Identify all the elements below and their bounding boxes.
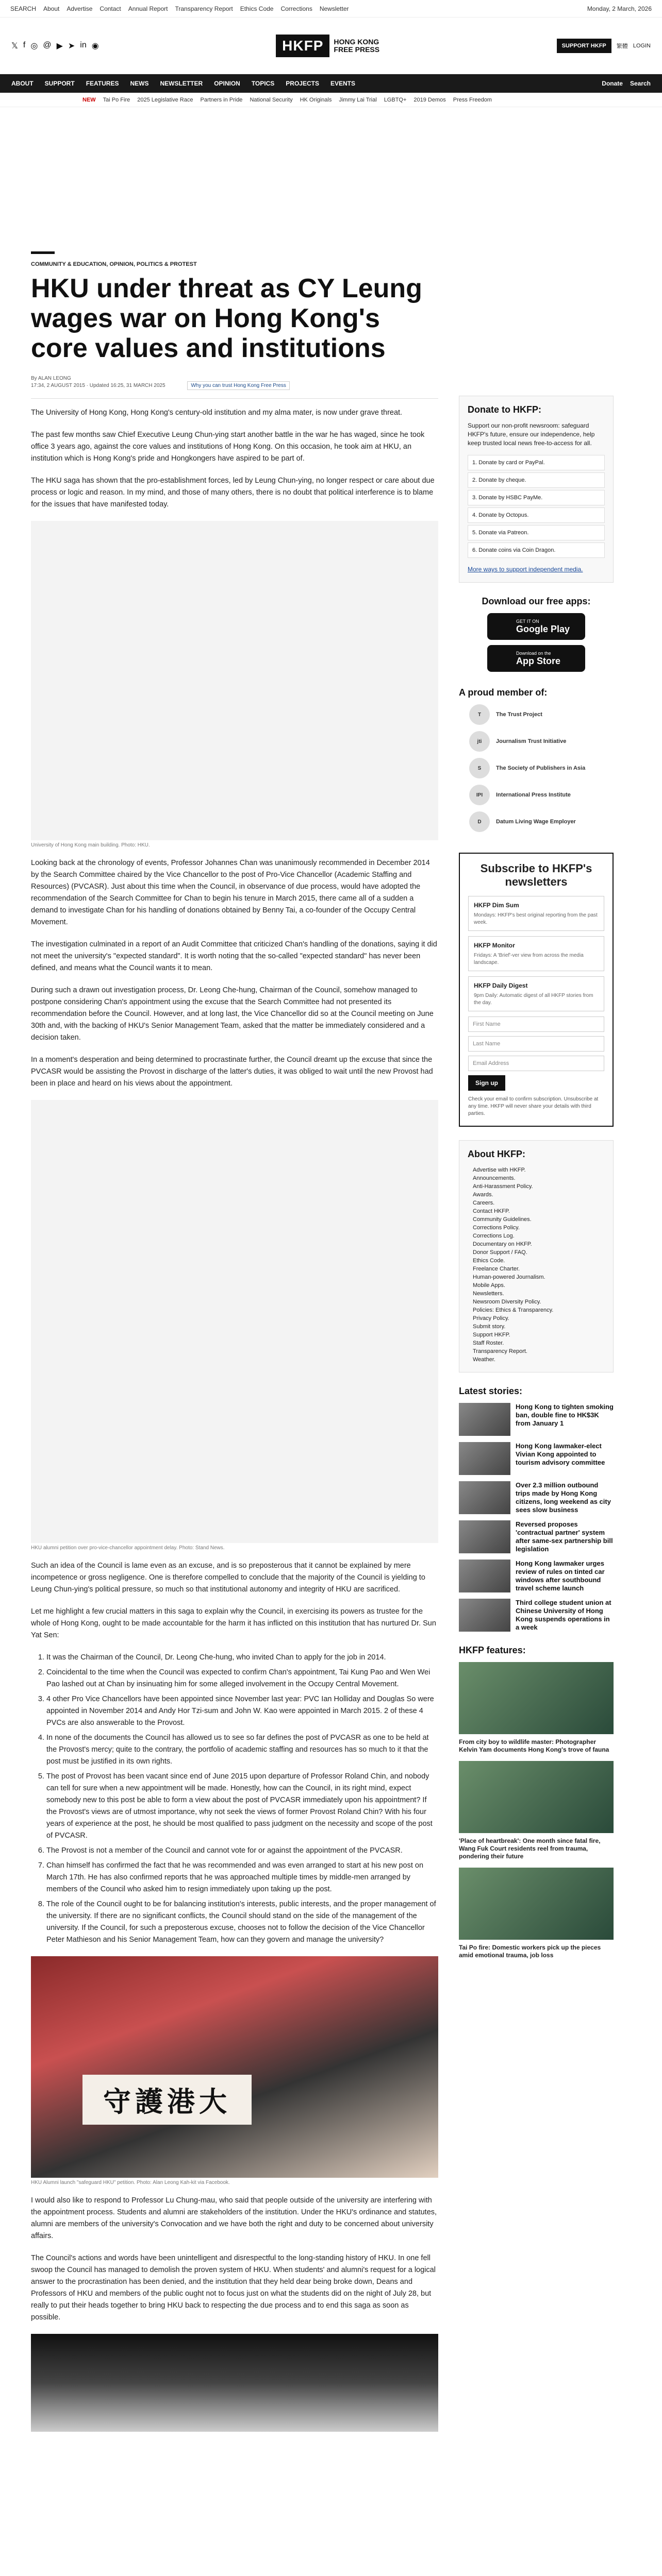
member-logo[interactable]: S The Society of Publishers in Asia — [469, 758, 614, 778]
author[interactable]: By ALAN LEONG — [31, 376, 71, 381]
ethics-link[interactable]: Ethics Code — [240, 5, 274, 12]
telegram-icon[interactable]: ➤ — [68, 41, 75, 50]
about-link[interactable]: Corrections Policy. — [473, 1225, 520, 1231]
about-link[interactable]: Donor Support / FAQ. — [473, 1249, 527, 1256]
features-title: HKFP features: — [459, 1645, 526, 1655]
apps-title: Download our free apps: — [482, 596, 591, 606]
ticker-item[interactable]: Jimmy Lai Trial — [339, 96, 377, 103]
nav-events[interactable]: EVENTS — [330, 80, 355, 87]
trust-badge[interactable]: Why you can trust Hong Kong Free Press — [187, 381, 290, 390]
about-link[interactable]: Human-powered Journalism. — [473, 1274, 545, 1280]
support-button[interactable]: SUPPORT HKFP — [557, 39, 611, 53]
story-thumbnail — [459, 1442, 510, 1475]
login-link[interactable]: LOGIN — [633, 42, 651, 49]
about-link[interactable]: Freelance Charter. — [473, 1266, 520, 1272]
paragraph: The HKU saga has shown that the pro-establishment forces, led by Leung Chun-ying, no longer respect or care about due process or logic and reason. In my mind, and those of many others, there is no doubt that political interference is to blame for the issues that have manifested today. — [31, 477, 435, 509]
newsletter-link[interactable]: Newsletter — [319, 5, 349, 12]
youtube-icon[interactable]: ▶ — [56, 41, 63, 50]
paragraph: The investigation culminated in a report of an Audit Committee that criticized Chan's handling of the donations, saying it did not meet the university's "expected standard". It is worth noting that the so-called "expected standard" has never been defined, and means what the Council wants it to mean. — [31, 940, 437, 972]
sidebar — [459, 396, 614, 1967]
about-link[interactable]: Weather. — [473, 1357, 495, 1363]
sopa-icon: S — [469, 758, 490, 778]
ticker-item[interactable]: Partners in Pride — [200, 96, 243, 103]
language-toggle[interactable]: 繁體 — [616, 43, 628, 49]
latest-story[interactable]: Third college student union at Chinese University of Hong Kong suspends operations in a week — [459, 1599, 614, 1632]
newsletter-option[interactable]: HKFP Daily Digest 9pm Daily: Automatic digest of all HKFP stories from the day. — [468, 976, 604, 1011]
member-logo[interactable]: T The Trust Project — [469, 704, 614, 725]
x-icon[interactable]: 𝕏 — [11, 41, 18, 50]
numbered-list — [46, 1652, 438, 1946]
photo-caption: University of Hong Kong main building. Photo: HKU. — [31, 842, 150, 848]
paragraph: The University of Hong Kong, Hong Kong's century-old institution and my alma mater, is now under grave threat. — [31, 409, 403, 417]
ticker-item[interactable]: Tai Po Fire — [103, 96, 130, 103]
photo-caption: HKU alumni petition over pro-vice-chancellor appointment delay. Photo: Stand News. — [31, 1545, 225, 1551]
nav-features[interactable]: FEATURES — [86, 80, 119, 87]
newsletter-box — [459, 853, 614, 1127]
article — [31, 251, 438, 2440]
list-item: 5. The post of Provost has been vacant since end of June 2015 upon departure of Professor Roland Chin, and nobody can tell for sure when a new appointment will be made. Honestly, how can the Council, in its right mind, expect somebody new to this post be able to form a view about the post of PVCASR immediately upon his appointment? If the Provost's views are of utmost importance, why not seek the views of former Provost Roland Chin? With his four years of experience at the post, he should be most qualified to pass judgment on the necessity and scope of the post of PVCASR. — [46, 1771, 438, 1842]
linkedin-icon[interactable]: in — [80, 40, 87, 49]
paragraph: In a moment's desperation and being determined to procrastinate further, the Council dreamt up the excuse that since the PVCASR would be assisting the Provost in discharge of the latter's duties, it was obliged to wait until the new Provost had been in place and heard on his views about the appointment. — [31, 1056, 433, 1088]
nav-projects[interactable]: PROJECTS — [286, 80, 319, 87]
latest-story[interactable]: Over 2.3 million outbound trips made by Hong Kong citizens, long weekend as city sees slow business — [459, 1481, 614, 1514]
newsletter-option[interactable]: HKFP Dim Sum Mondays: HKFP's best original reporting from the past week. — [468, 896, 604, 931]
feature-image[interactable] — [459, 1662, 614, 1734]
alumni-banner-photo — [31, 1956, 438, 2178]
nav-donate[interactable]: Donate — [602, 80, 623, 87]
nav-news[interactable]: NEWS — [130, 80, 149, 87]
nav-about[interactable]: ABOUT — [11, 80, 34, 87]
annual-report-link[interactable]: Annual Report — [128, 5, 168, 12]
feature-title[interactable]: 'Place of heartbreak': One month since fatal fire, Wang Fuk Court residents reel from trauma, pondering their future — [459, 1837, 601, 1860]
latest-title: Latest stories: — [459, 1386, 523, 1396]
story-thumbnail — [459, 1520, 510, 1553]
app-store-button[interactable]: Download on the App Store — [487, 645, 585, 672]
member-logo[interactable]: D Datum Living Wage Employer — [469, 811, 614, 832]
about-link[interactable]: Announcements. — [473, 1175, 516, 1181]
ipi-icon: IPI — [469, 785, 490, 805]
site-header — [0, 18, 662, 74]
story-thumbnail — [459, 1599, 510, 1632]
nav-support[interactable]: SUPPORT — [44, 80, 75, 87]
about-link[interactable]: Advertise with HKFP. — [473, 1167, 526, 1173]
about-link[interactable]: Contact HKFP. — [473, 1208, 510, 1214]
article-title: HKU under threat as CY Leung wages war on Hong Kong's core values and institutions — [31, 274, 422, 363]
petition-photo — [31, 1100, 438, 1543]
paragraph: The past few months saw Chief Executive Leung Chun-ying start another battle in the war he has waged, since he took office 3 years ago, against the core values and institutions of Hong Kong. On this occasion, he took aim at HKU, an institution which is Hong Kong's pride and Hongkongers have aspired to be part of. — [31, 431, 425, 463]
trust-project-icon: T — [469, 704, 490, 725]
paragraph: Looking back at the chronology of events, Professor Johannes Chan was unanimously recommended in December 2014 by the Search Committee chaired by the Vice Chancellor to the post of Pro-Vice Chancellor (Academic Staffing and Resources) (PVCASR). Just about this time when the Council, in observance of due process, would have adopted the recommendation of the Search Committee for Chan to begin his tenure in March 2015, there came all of a sudden a demand to investigate Chan for his handling of donations obtained by Benny Tai, a co-founder of the Occupy Central Movement. — [31, 859, 430, 926]
story-thumbnail — [459, 1560, 510, 1592]
more-ways-link[interactable]: More ways to support independent media. — [468, 566, 583, 573]
about-link[interactable]: Anti-Harassment Policy. — [473, 1183, 533, 1190]
transparency-link[interactable]: Transparency Report — [175, 5, 233, 12]
newsletter-title: Subscribe to HKFP's newsletters — [480, 862, 592, 888]
signup-button[interactable]: Sign up — [468, 1075, 505, 1091]
rss-icon[interactable]: ◉ — [91, 41, 99, 50]
donate-box — [459, 396, 614, 583]
ticker-item[interactable]: National Security — [250, 96, 293, 103]
about-link[interactable]: Newsletters. — [473, 1291, 504, 1297]
paragraph: Let me highlight a few crucial matters in this saga to explain why the Council, in exercising its powers as trustee for the whole of Hong Kong, ought to be made accountable for the harm it has inflicted on this institution that has nurtured Dr. Sun Yat Sen: — [31, 1607, 436, 1639]
list-item: 7. Chan himself has confirmed the fact that he was recommended and was even arranged to start at his new post on March 17th. He has also confirmed reports that he was approached multiple times by middle-men arranged by members of the Council who asked him to resign immediately upon taking up the post. — [46, 1860, 438, 1895]
about-link[interactable]: Staff Roster. — [473, 1340, 504, 1346]
paragraph: Such an idea of the Council is lame even as an excuse, and is so preposterous that it cannot be explained by mere incompetence or gross negligence. One is therefore compelled to conclude that the majority of the Council is yielding to Leung Chun-ying's political pressure, so much so that institutional autonomy and integrity of HKU are sacrificed. — [31, 1562, 425, 1594]
about-link[interactable]: Newsroom Diversity Policy. — [473, 1299, 541, 1305]
article-meta — [31, 376, 438, 390]
date-display: Monday, 2 March, 2026 — [587, 5, 652, 12]
donate-title: Donate to HKFP: — [468, 404, 541, 415]
contact-link[interactable]: Contact — [100, 5, 121, 12]
nav-opinion[interactable]: OPINION — [214, 80, 240, 87]
paragraph: The Council's actions and words have been unintelligent and disrespectful to the long-standing history of HKU. In one fell swoop the Council has managed to demolish the proven system of HKU. When students' and alumni's request for a logical answer to the procrastination has been denied, and the institution that they held dear being broke down, Deans and Professors of HKU and members of the public ought not to focus just on what the students did on the night of July 28, but really to put their heads together to bring HKU back to respecting the due process and to end this saga as soon as possible. — [31, 2254, 436, 2321]
list-item: 4. In none of the documents the Council has allowed us to see so far defines the post of PVCASR as one to be held at the Provost's mercy; quite to the contrary, the portfolio of academic staffing and resources has so much to it that the post must be justified in its own rights. — [46, 1732, 438, 1768]
jti-icon: jti — [469, 731, 490, 752]
photo-caption: HKU Alumni launch "safeguard HKU" petition. Photo: Alan Leong Kah-kit via Facebook. — [31, 2180, 230, 2185]
ticker-item[interactable]: 2025 Legislative Race — [137, 96, 193, 103]
about-link[interactable]: Transparency Report. — [473, 1348, 527, 1354]
publish-date: 17:34, 2 AUGUST 2015 · Updated 16:25, 31 MARCH 2025 — [31, 383, 166, 388]
email-field[interactable]: Email Address — [468, 1056, 604, 1071]
donate-option[interactable]: 4. Donate by Octopus. — [468, 507, 605, 523]
about-link[interactable]: Support HKFP. — [473, 1332, 510, 1338]
nav-topics[interactable]: TOPICS — [251, 80, 275, 87]
about-link[interactable]: Careers. — [473, 1200, 495, 1206]
donate-text: Support our non-profit newsroom: safeguard HKFP's future, ensure our independence, help keep trusted local news free-to-access for all. — [468, 422, 595, 447]
first-name-field[interactable]: First Name — [468, 1016, 604, 1032]
donate-option[interactable]: 5. Donate via Patreon. — [468, 525, 605, 540]
story-thumbnail — [459, 1403, 510, 1436]
list-item: 2. Coincidental to the time when the Council was expected to confirm Chan's appointment, Tai Kung Pao and Wen Wei Pao lashed out at Chan by insinuating him for some alleged involvement in the Occupy Central Movement. — [46, 1667, 438, 1690]
about-link[interactable]: Corrections Log. — [473, 1233, 515, 1239]
story-thumbnail — [459, 1481, 510, 1514]
about-link[interactable]: Community Guidelines. — [473, 1216, 532, 1223]
trending-ticker — [0, 93, 662, 107]
about-box — [459, 1140, 614, 1372]
about-link[interactable]: Submit story. — [473, 1324, 506, 1330]
about-link[interactable]: Policies: Ethics & Transparency. — [473, 1307, 554, 1313]
banner-text: 守護港大 — [82, 2075, 252, 2125]
feature-image[interactable] — [459, 1868, 614, 1940]
signup-note: Check your email to confirm subscription. Unsubscribe at any time. HKFP will never share your details with third parties. — [468, 1096, 599, 1116]
datum-icon: D — [469, 811, 490, 832]
donate-option[interactable]: 3. Donate by HSBC PayMe. — [468, 490, 605, 505]
feature-title[interactable]: From city boy to wildlife master: Photographer Kelvin Yam documents Hong Kong's trove of fauna — [459, 1738, 609, 1753]
ticker-item[interactable]: Press Freedom — [453, 96, 492, 103]
ticker-label: NEW — [82, 96, 96, 103]
site-logo[interactable]: HKFP HONG KONG FREE PRESS — [276, 35, 379, 57]
social-icons — [11, 41, 99, 51]
latest-story[interactable]: Hong Kong lawmaker-elect Vivian Kong appointed to tourism advisory committee — [459, 1442, 614, 1475]
member-logo[interactable]: jti Journalism Trust Initiative — [469, 731, 614, 752]
list-item: 8. The role of the Council ought to be for balancing institution's interests, public interests, and the proper management of the university. If there are no significant conflicts, the Council should stand on the side of the management of the university. If the Council, for such a preposterous excuse, chooses not to follow the decision of the Vice Chancellor Peter Mathieson and his Senior Management Team, how can they govern and manage the university? — [46, 1899, 438, 1946]
about-link[interactable]: Privacy Policy. — [473, 1315, 509, 1321]
about-link[interactable]: Ethics Code. — [473, 1258, 505, 1264]
corrections-link[interactable]: Corrections — [280, 5, 312, 12]
list-item: 6. The Provost is not a member of the Council and cannot vote for or against the appointment of the PVCASR. — [46, 1845, 438, 1857]
ticker-item[interactable]: LGBTQ+ — [384, 96, 407, 103]
main-nav — [0, 74, 662, 93]
nav-search[interactable]: Search — [630, 80, 651, 87]
list-item: 1. It was the Chairman of the Council, Dr. Leong Che-hung, who invited Chan to apply for the job in 2014. — [46, 1652, 438, 1664]
paragraph: I would also like to respond to Professor Lu Chung-mau, who said that people outside of the university are interfering with the appointment process. Students and alumni are stakeholders of the institution. Under the HKU's ordinance and statutes, alumni are members of the university's Convocation and we have both the right and duty to be concerned about university affairs. — [31, 2196, 437, 2240]
hku-building-photo — [31, 521, 438, 840]
member-logo[interactable]: IPI International Press Institute — [469, 785, 614, 805]
latest-story[interactable]: Reversed proposes 'contractual partner' system after same-sex partnership bill legislation — [459, 1520, 614, 1553]
about-link[interactable]: Documentary on HKFP. — [473, 1241, 532, 1247]
list-item: 3. 4 other Pro Vice Chancellors have been appointed since November last year: PVC Ian Holliday and Douglas So were appointed in November 2014 and Andy Hor Tzi-sum and John W. Kao were appointed in March 2015. 2 of these 4 PVCs are also answerable to the Provost. — [46, 1693, 438, 1729]
ticker-item[interactable]: 2019 Demos — [413, 96, 446, 103]
latest-story[interactable]: Hong Kong lawmaker urges review of rules on tinted car windows after southbound travel scheme launch — [459, 1560, 614, 1592]
last-name-field[interactable]: Last Name — [468, 1036, 604, 1052]
about-link[interactable]: Awards. — [473, 1192, 493, 1198]
ticker-item[interactable]: HK Originals — [300, 96, 332, 103]
nav-newsletter[interactable]: NEWSLETTER — [160, 80, 203, 87]
feature-title[interactable]: Tai Po fire: Domestic workers pick up the pieces amid emotional trauma, job loss — [459, 1944, 601, 1959]
facebook-icon[interactable]: f — [23, 40, 26, 49]
article-categories[interactable]: COMMUNITY & EDUCATION, OPINION, POLITICS & PROTEST — [31, 261, 197, 267]
bottom-photo — [31, 2334, 438, 2432]
paragraph: During such a drawn out investigation process, Dr. Leong Che-hung, Chairman of the Council, somehow managed to postpone considering Chan's appointment using the excuse that the Search Committee had not presented its recommendation before the Council. However, and at long last, the Vice Chancellor did so at the Council meeting on June 30th and, with the backing of HKU's Senior Management Team, asked that the matter be immediately considered and a decision taken. — [31, 986, 434, 1042]
donate-option[interactable]: 1. Donate by card or PayPal. — [468, 455, 605, 470]
instagram-icon[interactable]: ◎ — [30, 41, 38, 50]
member-title: A proud member of: — [459, 687, 548, 698]
top-utility-bar — [0, 0, 662, 18]
feature-image[interactable] — [459, 1761, 614, 1833]
about-title: About HKFP: — [468, 1149, 525, 1159]
donate-option[interactable]: 6. Donate coins via Coin Dragon. — [468, 543, 605, 558]
newsletter-option[interactable]: HKFP Monitor Fridays: A 'Brief'-ver view from across the media landscape. — [468, 936, 604, 971]
threads-icon[interactable]: @ — [43, 40, 52, 49]
search-link[interactable]: SEARCH — [10, 5, 37, 12]
advertise-link[interactable]: Advertise — [67, 5, 93, 12]
about-link[interactable]: Mobile Apps. — [473, 1282, 505, 1289]
google-play-button[interactable]: GET IT ON Google Play — [487, 613, 585, 640]
donate-option[interactable]: 2. Donate by cheque. — [468, 472, 605, 488]
latest-story[interactable]: Hong Kong to tighten smoking ban, double fine to HK$3K from January 1 — [459, 1403, 614, 1436]
about-link[interactable]: About — [43, 5, 60, 12]
